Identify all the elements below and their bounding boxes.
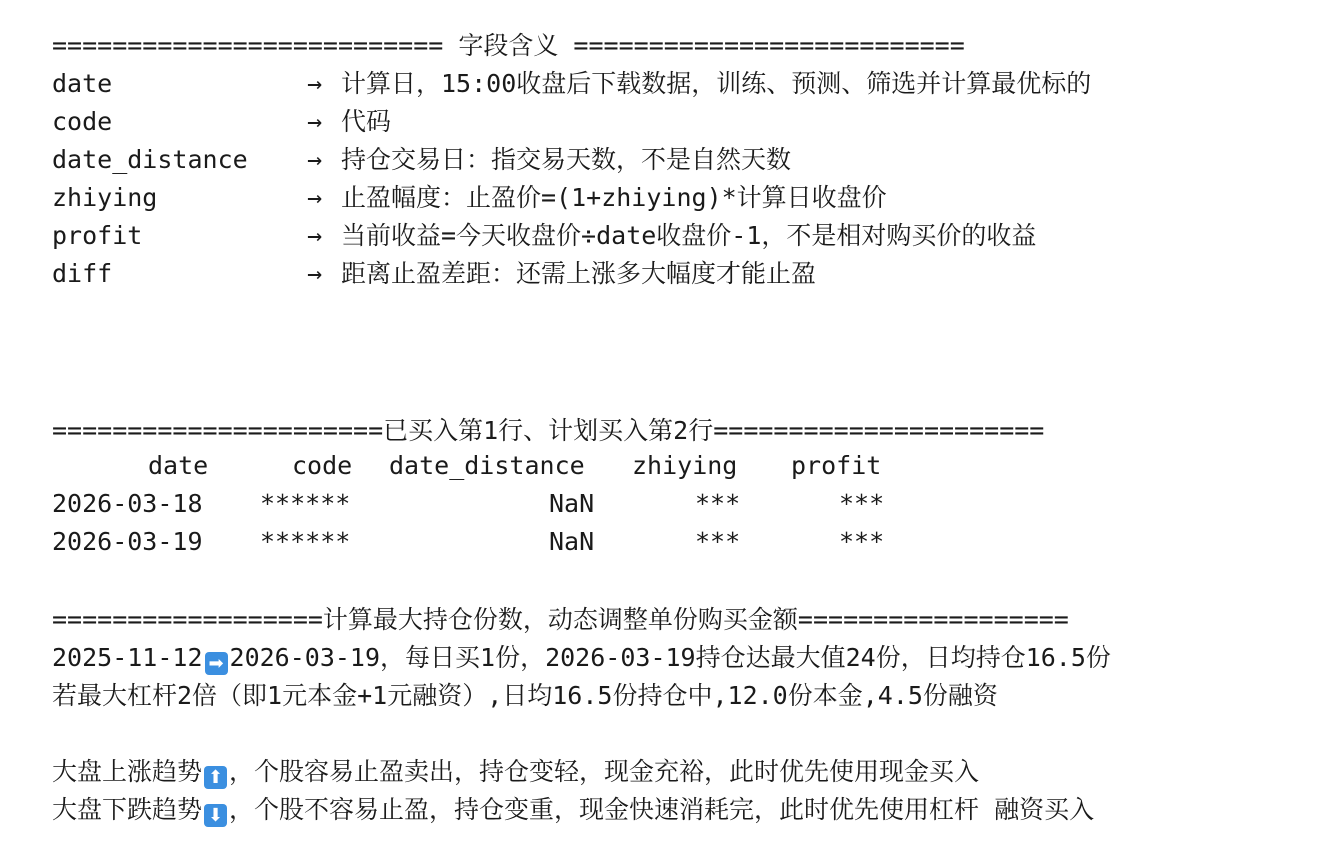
column-header-code: code [292, 451, 353, 480]
trend-down-line [52, 791, 1094, 829]
field-name: code [52, 107, 113, 136]
field-name: date_distance [52, 145, 248, 174]
field-meaning-header: ========================== 字段含义 ========================== [52, 31, 965, 60]
trend-down-label: 大盘下跌趋势 [52, 795, 203, 824]
table-row [52, 485, 902, 523]
field-desc: 距离止盈差距：还需上涨多大幅度才能止盈 [341, 259, 817, 288]
field-name: profit [52, 221, 143, 250]
cell-code: ****** [260, 489, 351, 518]
trend-up-line [52, 753, 979, 791]
start-date: 2025-11-12 [52, 643, 203, 672]
arrow-icon: → [307, 69, 323, 98]
cell-date-distance: NaN [549, 489, 595, 518]
field-desc: 代码 [341, 107, 392, 136]
trend-up-desc: ，个股容易止盈卖出，持仓变轻，现金充裕，此时优先使用现金买入 [229, 757, 980, 786]
position-calc-line1 [52, 639, 1111, 677]
down-arrow-icon: ⬇ [204, 804, 227, 827]
right-arrow-icon: ➡ [205, 652, 228, 675]
cell-date-distance: NaN [549, 527, 595, 556]
position-calc-line1-rest: 2026-03-19，每日买1份，2026-03-19持仓达最大值24份，日均持仓16.5份 [229, 643, 1111, 672]
field-row-date [52, 65, 1091, 103]
cell-zhiying: *** [695, 489, 741, 518]
field-name: diff [52, 259, 113, 288]
field-row-code [52, 103, 391, 141]
field-desc: 止盈幅度：止盈价=(1+zhiying)*计算日收盘价 [341, 183, 887, 212]
arrow-icon: → [307, 145, 323, 174]
holdings-header: ======================已买入第1行、计划买入第2行====================== [52, 416, 1045, 445]
table-row [52, 523, 902, 561]
field-row-profit [52, 217, 1036, 255]
cell-date: 2026-03-19 [52, 527, 203, 556]
field-desc: 当前收益=今天收盘价÷date收盘价-1，不是相对购买价的收益 [341, 221, 1037, 250]
arrow-icon: → [307, 259, 323, 288]
column-header-date: date [148, 451, 209, 480]
field-desc: 持仓交易日：指交易天数，不是自然天数 [341, 145, 792, 174]
trend-down-desc: ，个股不容易止盈，持仓变重，现金快速消耗完，此时优先使用杠杆 融资买入 [229, 795, 1095, 824]
cell-profit: *** [839, 527, 885, 556]
field-name: date [52, 69, 113, 98]
trend-up-label: 大盘上涨趋势 [52, 757, 203, 786]
up-arrow-icon: ⬆ [204, 766, 227, 789]
arrow-icon: → [307, 107, 323, 136]
field-row-date-distance [52, 141, 791, 179]
table-header-row [52, 447, 902, 485]
column-header-zhiying: zhiying [632, 451, 738, 480]
arrow-icon: → [307, 221, 323, 250]
column-header-date-distance: date_distance [389, 451, 585, 480]
cell-code: ****** [260, 527, 351, 556]
field-row-diff [52, 255, 816, 293]
position-calc-line2: 若最大杠杆2倍（即1元本金+1元融资）,日均16.5份持仓中,12.0份本金,4.5份融资 [52, 681, 998, 710]
cell-date: 2026-03-18 [52, 489, 203, 518]
cell-zhiying: *** [695, 527, 741, 556]
field-row-zhiying [52, 179, 887, 217]
position-calc-header: ==================计算最大持仓份数，动态调整单份购买金额================== [52, 605, 1069, 634]
arrow-icon: → [307, 183, 323, 212]
field-name: zhiying [52, 183, 158, 212]
field-desc: 计算日，15:00收盘后下载数据，训练、预测、筛选并计算最优标的 [341, 69, 1092, 98]
column-header-profit: profit [791, 451, 882, 480]
cell-profit: *** [839, 489, 885, 518]
